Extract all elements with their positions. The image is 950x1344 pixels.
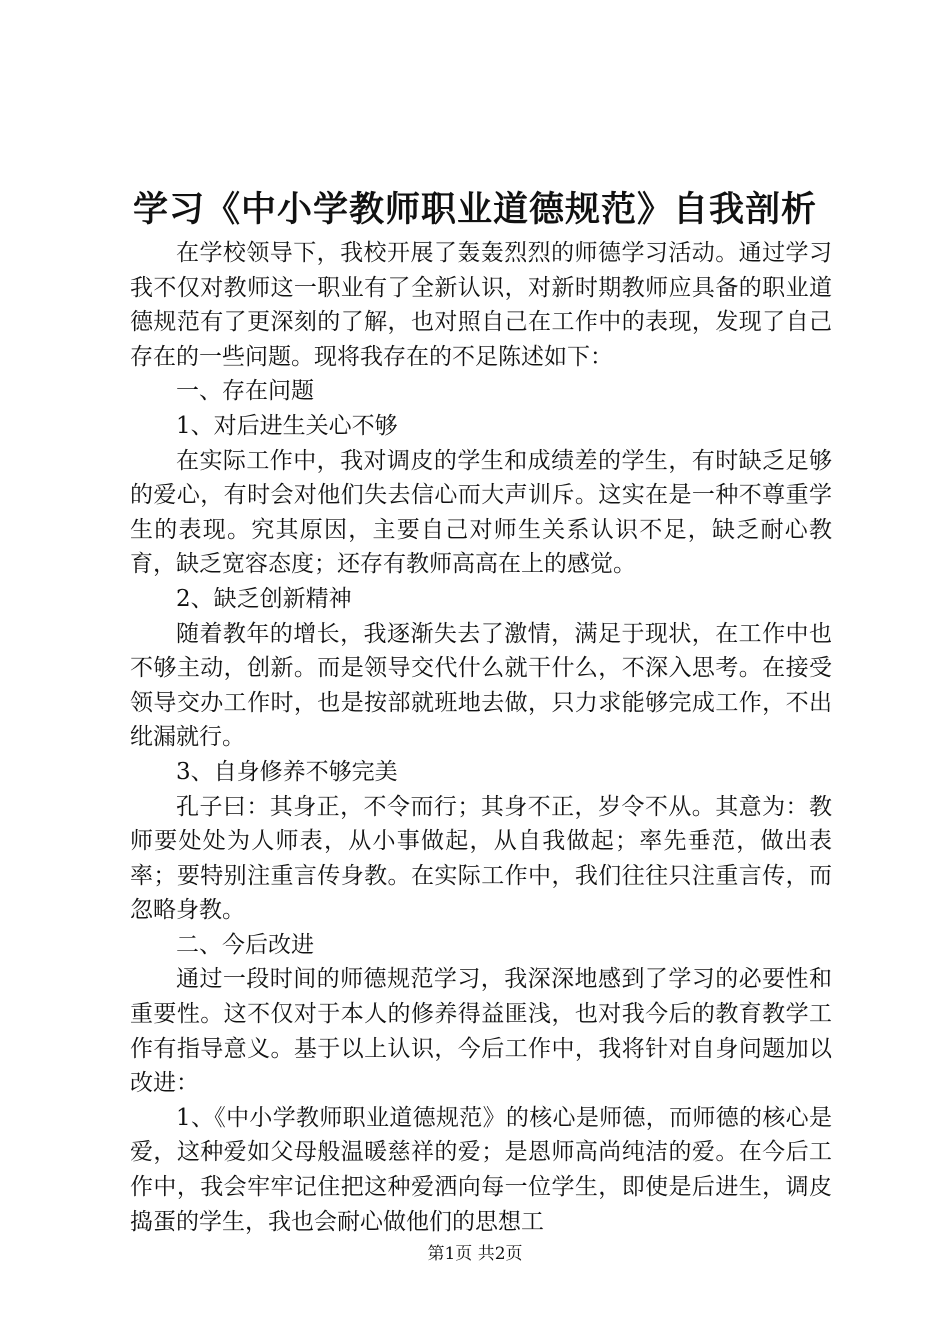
subheading-3: 3、自身修养不够完美 — [176, 758, 398, 785]
paragraph-problem-3: 孔子曰：其身正，不令而行；其身不正，岁令不从。其意为：教师要处处为人师表，从小事做起，从自我做起；率先垂范，做出表率；要特别注重言传身教。在实际工作中，我们往往只注重言传，而忽略身教。 — [130, 793, 832, 924]
subheading-2: 2、缺乏创新精神 — [176, 585, 352, 612]
paragraph-improvement-1: 1、《中小学教师职业道德规范》的核心是师德，而师德的核心是爱，这种爱如父母般温暖慈祥的爱；是恩师高尚纯洁的爱。在今后工作中，我会牢牢记住把这种爱洒向每一位学生，即使是后进生，调皮捣蛋的学生，我也会耐心做他们的思想工 — [130, 1104, 832, 1235]
section-heading-problems: 一、存在问题 — [176, 378, 314, 405]
subheading-1: 1、对后进生关心不够 — [176, 412, 398, 439]
paragraph-intro: 在学校领导下，我校开展了轰轰烈烈的师德学习活动。通过学习我不仅对教师这一职业有了全新认识，对新时期教师应具备的职业道德规范有了更深刻的了解，也对照自己在工作中的表现，发现了自己存在的一些问题。现将我存在的不足陈述如下： — [130, 240, 832, 370]
paragraph-problem-2: 随着教年的增长，我逐渐失去了激情，满足于现状，在工作中也不够主动，创新。而是领导交代什么就干什么，不深入思考。在接受领导交办工作时，也是按部就班地去做，只力求能够完成工作，不出纰漏就行。 — [130, 620, 832, 751]
document-title: 学习《中小学教师职业道德规范》自我剖析 — [132, 189, 817, 230]
paragraph-problem-1: 在实际工作中，我对调皮的学生和成绩差的学生，有时缺乏足够的爱心，有时会对他们失去信心而大声训斥。这实在是一种不尊重学生的表现。究其原因，主要自己对师生关系认识不足，缺乏耐心教育，缺乏宽容态度；还存有教师高高在上的感觉。 — [130, 447, 832, 578]
paragraph-improvements-intro: 通过一段时间的师德规范学习，我深深地感到了学习的必要性和重要性。这不仅对于本人的修养得益匪浅，也对我今后的教育教学工作有指导意义。基于以上认识，今后工作中，我将针对自身问题加以改进： — [130, 966, 832, 1097]
section-heading-improvements: 二、今后改进 — [176, 931, 314, 958]
page-footer: 第1页 共2页 — [427, 1244, 523, 1264]
document-body — [130, 236, 832, 1239]
